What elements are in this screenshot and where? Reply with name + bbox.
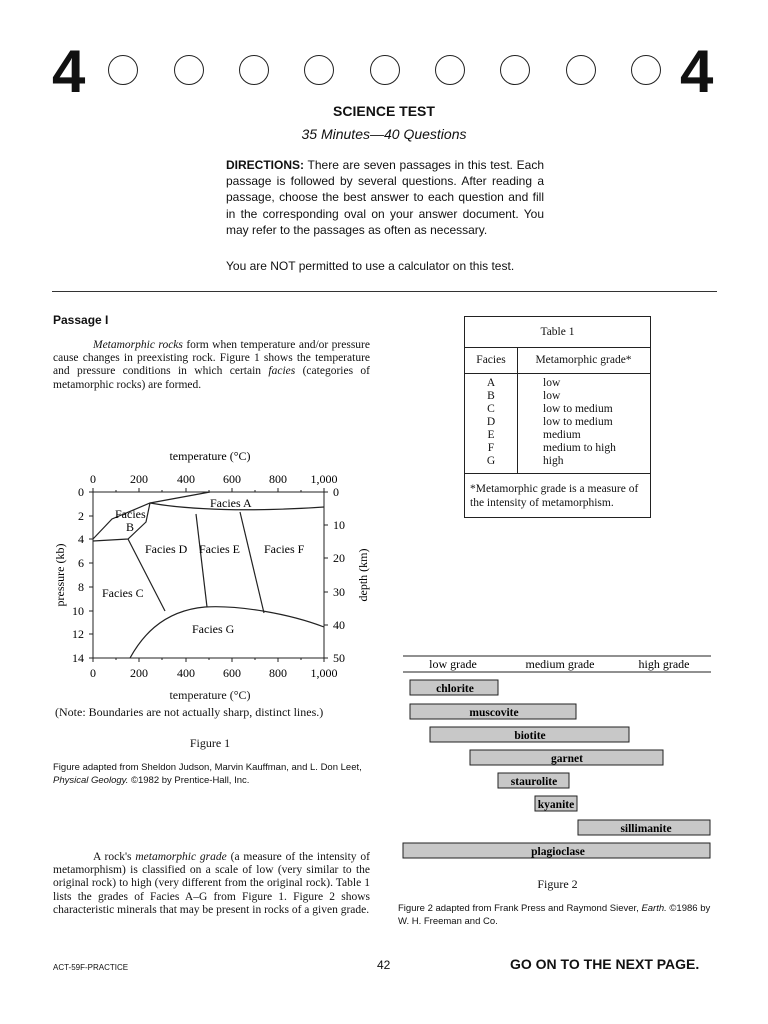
table-title: Table 1 [540, 326, 575, 338]
table-cell-grade: medium to high [543, 442, 616, 454]
facies-label-e: Facies E [199, 542, 240, 556]
next-page-notice: GO ON TO THE NEXT PAGE. [510, 956, 700, 972]
passage-paragraph-1 [53, 339, 370, 392]
test-title: SCIENCE TEST [333, 103, 435, 119]
boundary-line [240, 512, 264, 613]
table-cell-grade: low to medium [543, 416, 613, 428]
table-divider [465, 347, 650, 348]
temp-tick-label: 800 [269, 666, 287, 680]
figure-1-caption: Figure 1 [189, 736, 231, 750]
form-code: ACT-59F-PRACTICE [53, 963, 129, 972]
pressure-tick-label: 12 [72, 627, 84, 641]
mineral-label-chlorite: chlorite [436, 683, 474, 695]
temp-tick-label: 200 [130, 666, 148, 680]
table-cell-grade: medium [543, 429, 581, 441]
scale-label-medium: medium grade [525, 657, 595, 671]
table-cell-grade: high [543, 455, 564, 467]
facies-label-b: Facies [115, 507, 146, 521]
credit-book: Physical Geology. [53, 774, 129, 786]
depth-tick-label: 10 [333, 518, 345, 532]
pressure-tick-label: 8 [78, 580, 84, 594]
axis-top-label: temperature (°C) [169, 449, 251, 463]
temp-tick-label: 0 [90, 666, 96, 680]
pressure-tick-label: 10 [72, 604, 84, 618]
passage-title: Passage I [53, 313, 109, 327]
table-column-divider [517, 347, 518, 473]
pressure-tick-label: 4 [78, 532, 84, 546]
table-cell-grade: low [543, 390, 561, 402]
bubble-oval [435, 55, 465, 85]
boundary-line [196, 514, 207, 607]
table-header-facies: Facies [476, 354, 506, 366]
passage-paragraph-2 [53, 851, 370, 917]
facies-label-d: Facies D [145, 542, 188, 556]
table-header-grade: Metamorphic grade* [535, 354, 632, 366]
table-cell-facies: F [487, 442, 495, 454]
figure-2-credit [398, 903, 723, 928]
bubble-oval [370, 55, 400, 85]
header-divider [52, 291, 717, 292]
depth-tick-label: 30 [333, 585, 345, 599]
bubble-oval [174, 55, 204, 85]
facies-label-c: Facies C [102, 586, 144, 600]
bubble-oval [239, 55, 269, 85]
paragraph-text: form when temperature and/or pressure cause changes in preexisting rock. Figure 1 shows the temperature and pressure conditions in which certain [53, 339, 370, 378]
calculator-note: You are NOT permitted to use a calculator on this test. [226, 259, 515, 273]
temp-tick-label: 800 [269, 472, 287, 486]
scale-label-high: high grade [638, 657, 690, 671]
depth-tick-label: 20 [333, 551, 345, 565]
directions [226, 157, 544, 238]
figure-1-credit [53, 762, 373, 787]
test-subtitle: 35 Minutes—40 Questions [301, 126, 467, 142]
mineral-label-muscovite: muscovite [469, 707, 519, 719]
temp-tick-label: 400 [177, 666, 195, 680]
temp-tick-label: 400 [177, 472, 195, 486]
paragraph-text: (a measure of the intensity of metamorphism) is classified on a scale of low (very similar to the original rock) to high (very different from the original rock). Table 1 lists the grades of Facies A–G from Figure 1. Figure 2 shows characteristic minerals that may be present in rocks of a given grade. [53, 851, 370, 916]
facies-label-a: Facies A [210, 496, 252, 510]
credit-book: Earth. [641, 903, 667, 914]
depth-tick-label: 40 [333, 618, 345, 632]
table-1 [464, 316, 651, 518]
temp-tick-label: 1,000 [310, 666, 338, 680]
figure-1-chart [40, 440, 385, 680]
table-cell-grade: low to medium [543, 403, 613, 415]
credit-text: Figure adapted from Sheldon Judson, Marvin Kauffman, and L. Don Leet, [53, 762, 362, 773]
facies-label-g: Facies G [192, 622, 235, 636]
mineral-label-plagioclase: plagioclase [531, 846, 585, 858]
depth-tick-label: 50 [333, 651, 345, 665]
table-cell-facies: B [487, 390, 495, 402]
figure-1-note: (Note: Boundaries are not actually sharp, distinct lines.) [55, 705, 324, 719]
mineral-label-garnet: garnet [551, 753, 583, 765]
paragraph-text: A rock's [93, 851, 136, 863]
term-metamorphic-grade: metamorphic grade [135, 851, 227, 863]
facies-label-b: B [126, 520, 135, 534]
pressure-tick-label: 14 [72, 651, 84, 665]
credit-text: ©1982 by Prentice-Hall, Inc. [128, 774, 250, 786]
depth-tick-label: 0 [333, 485, 339, 499]
table-grade-column [543, 377, 616, 468]
axis-left-label: pressure (kb) [53, 543, 67, 607]
pressure-tick-label: 2 [78, 509, 84, 523]
figure-2-chart [395, 650, 720, 865]
figure-2-caption: Figure 2 [537, 877, 578, 891]
table-cell-grade: low [543, 377, 561, 389]
credit-text: ©1986 by W. H. Freeman and Co. [398, 903, 711, 927]
section-number-left: 4 [52, 38, 86, 105]
pressure-tick-label: 6 [78, 556, 84, 570]
table-divider [465, 373, 650, 374]
table-footnote: *Metamorphic grade is a measure of the intensity of metamorphism. [470, 483, 639, 509]
directions-label: DIRECTIONS: [226, 158, 304, 172]
bubble-oval [108, 55, 138, 85]
page-number: 42 [377, 958, 391, 972]
table-cell-facies: G [486, 455, 496, 467]
bubble-oval [631, 55, 661, 85]
boundary-line [93, 492, 210, 539]
paragraph-text: (categories of metamorphic rocks) are formed. [53, 365, 370, 391]
mineral-label-biotite: biotite [514, 730, 546, 742]
mineral-label-kyanite: kyanite [537, 799, 575, 811]
table-facies-column [465, 377, 517, 468]
temp-tick-label: 0 [90, 472, 96, 486]
table-cell-facies: A [486, 377, 496, 389]
mineral-label-staurolite: staurolite [510, 776, 558, 788]
directions-text: There are seven passages in this test. Each passage is followed by several questions. After reading a passage, choose the best answer to each question and fill in the corresponding oval on your answer document. You may refer to the passages as often as necessary. [226, 158, 544, 237]
table-cell-facies: C [487, 403, 495, 415]
section-number-right: 4 [680, 38, 714, 105]
table-divider [465, 473, 650, 474]
table-cell-facies: D [486, 416, 496, 428]
credit-text: Figure 2 adapted from Frank Press and Raymond Siever, [398, 903, 642, 914]
pressure-tick-label: 0 [78, 485, 84, 499]
scale-label-low: low grade [429, 657, 477, 671]
table-cell-facies: E [487, 429, 495, 441]
facies-label-f: Facies F [264, 542, 305, 556]
axis-right-label: depth (km) [356, 548, 370, 602]
temp-tick-label: 600 [223, 472, 241, 486]
temp-tick-label: 600 [223, 666, 241, 680]
term-metamorphic-rocks: Metamorphic rocks [93, 339, 183, 351]
bubble-oval [500, 55, 530, 85]
figure-1-bottom-axis-label: temperature (°C) [169, 688, 251, 702]
temp-tick-label: 200 [130, 472, 148, 486]
bubble-oval [304, 55, 334, 85]
mineral-label-sillimanite: sillimanite [620, 823, 672, 835]
bubble-oval [566, 55, 596, 85]
temp-tick-label: 1,000 [310, 472, 338, 486]
term-facies: facies [268, 365, 296, 378]
